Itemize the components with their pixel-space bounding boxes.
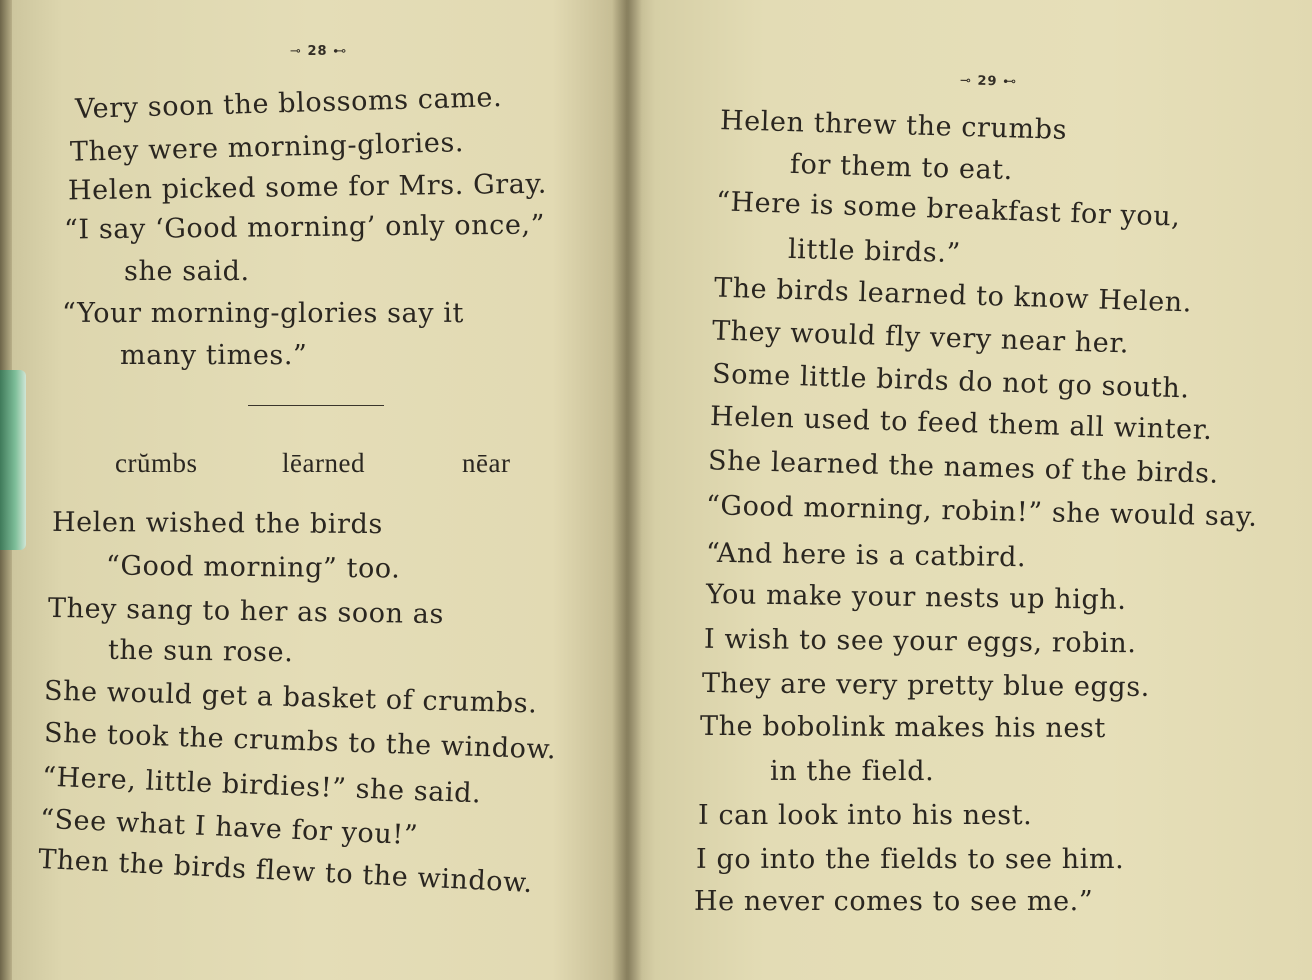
page-number-29: 29 — [977, 73, 998, 90]
right-line-17: I can look into his nest. — [698, 800, 1033, 831]
right-line-18: I go into the fields to see him. — [696, 844, 1125, 875]
left-line-10: They sang to her as soon as — [47, 592, 445, 631]
left-line-9: “Good morning” too. — [105, 550, 401, 585]
section-divider — [248, 405, 384, 406]
left-line-16: Then the birds flew to the window. — [37, 843, 534, 900]
folio-ornament-right-icon: ⊷ — [333, 44, 348, 59]
left-line-7: many times.” — [120, 340, 308, 371]
right-line-1: Helen threw the crumbs — [719, 105, 1068, 146]
right-line-13: I wish to see your eggs, robin. — [703, 623, 1137, 660]
folio-ornament-left-icon: ⊸ — [290, 44, 302, 59]
page-number-28: 28 — [307, 44, 328, 59]
left-line-6: “Your morning-glories say it — [62, 298, 464, 329]
right-line-10: “Good morning, robin!” she would say. — [705, 490, 1258, 533]
right-line-4: little birds.” — [787, 233, 962, 270]
left-line-15: “See what I have for you!” — [39, 803, 419, 852]
right-line-3: “Here is some breakfast for you, — [715, 186, 1181, 233]
right-line-8: Helen used to feed them all winter. — [709, 400, 1213, 447]
right-line-14: They are very pretty blue eggs. — [701, 668, 1151, 703]
right-page-number — [960, 73, 1017, 89]
left-line-12: She would get a basket of crumbs. — [43, 675, 538, 720]
left-page-number — [290, 44, 347, 59]
folio-ornament-right-icon: ⊷ — [1002, 74, 1018, 90]
right-line-6: They would fly very near her. — [711, 315, 1130, 360]
left-line-13: She took the crumbs to the window. — [43, 717, 557, 766]
book-gutter — [612, 0, 642, 980]
left-line-4: “I say ‘Good morning’ only once,” — [63, 209, 546, 246]
left-line-8: Helen wished the birds — [51, 506, 384, 541]
right-line-9: She learned the names of the birds. — [707, 445, 1220, 490]
right-line-2: for them to eat. — [789, 148, 1014, 187]
vocab-word-crumbs: crŭmbs — [115, 448, 198, 478]
green-bookmark-tab — [0, 370, 26, 550]
left-line-14: “Here, little birdies!” she said. — [41, 761, 482, 810]
right-line-5: The birds learned to know Helen. — [713, 272, 1193, 319]
right-line-7: Some little birds do not go south. — [711, 358, 1191, 405]
left-line-2: They were morning-glories. — [69, 127, 465, 168]
vocab-word-learned: lēarned — [282, 448, 365, 478]
left-line-3: Helen picked some for Mrs. Gray. — [67, 168, 548, 207]
folio-ornament-left-icon: ⊸ — [959, 73, 973, 89]
right-line-16: in the field. — [770, 756, 935, 787]
left-line-1: Very soon the blossoms came. — [74, 82, 503, 125]
right-line-19: He never comes to see me.” — [694, 886, 1094, 917]
vocab-word-near: nēar — [462, 448, 511, 478]
right-line-11: “And here is a catbird. — [705, 537, 1027, 574]
left-line-11: the sun rose. — [107, 634, 294, 669]
right-line-15: The bobolink makes his nest — [699, 710, 1106, 745]
left-line-5: she said. — [124, 256, 250, 287]
right-line-12: You make your nests up high. — [705, 579, 1127, 616]
